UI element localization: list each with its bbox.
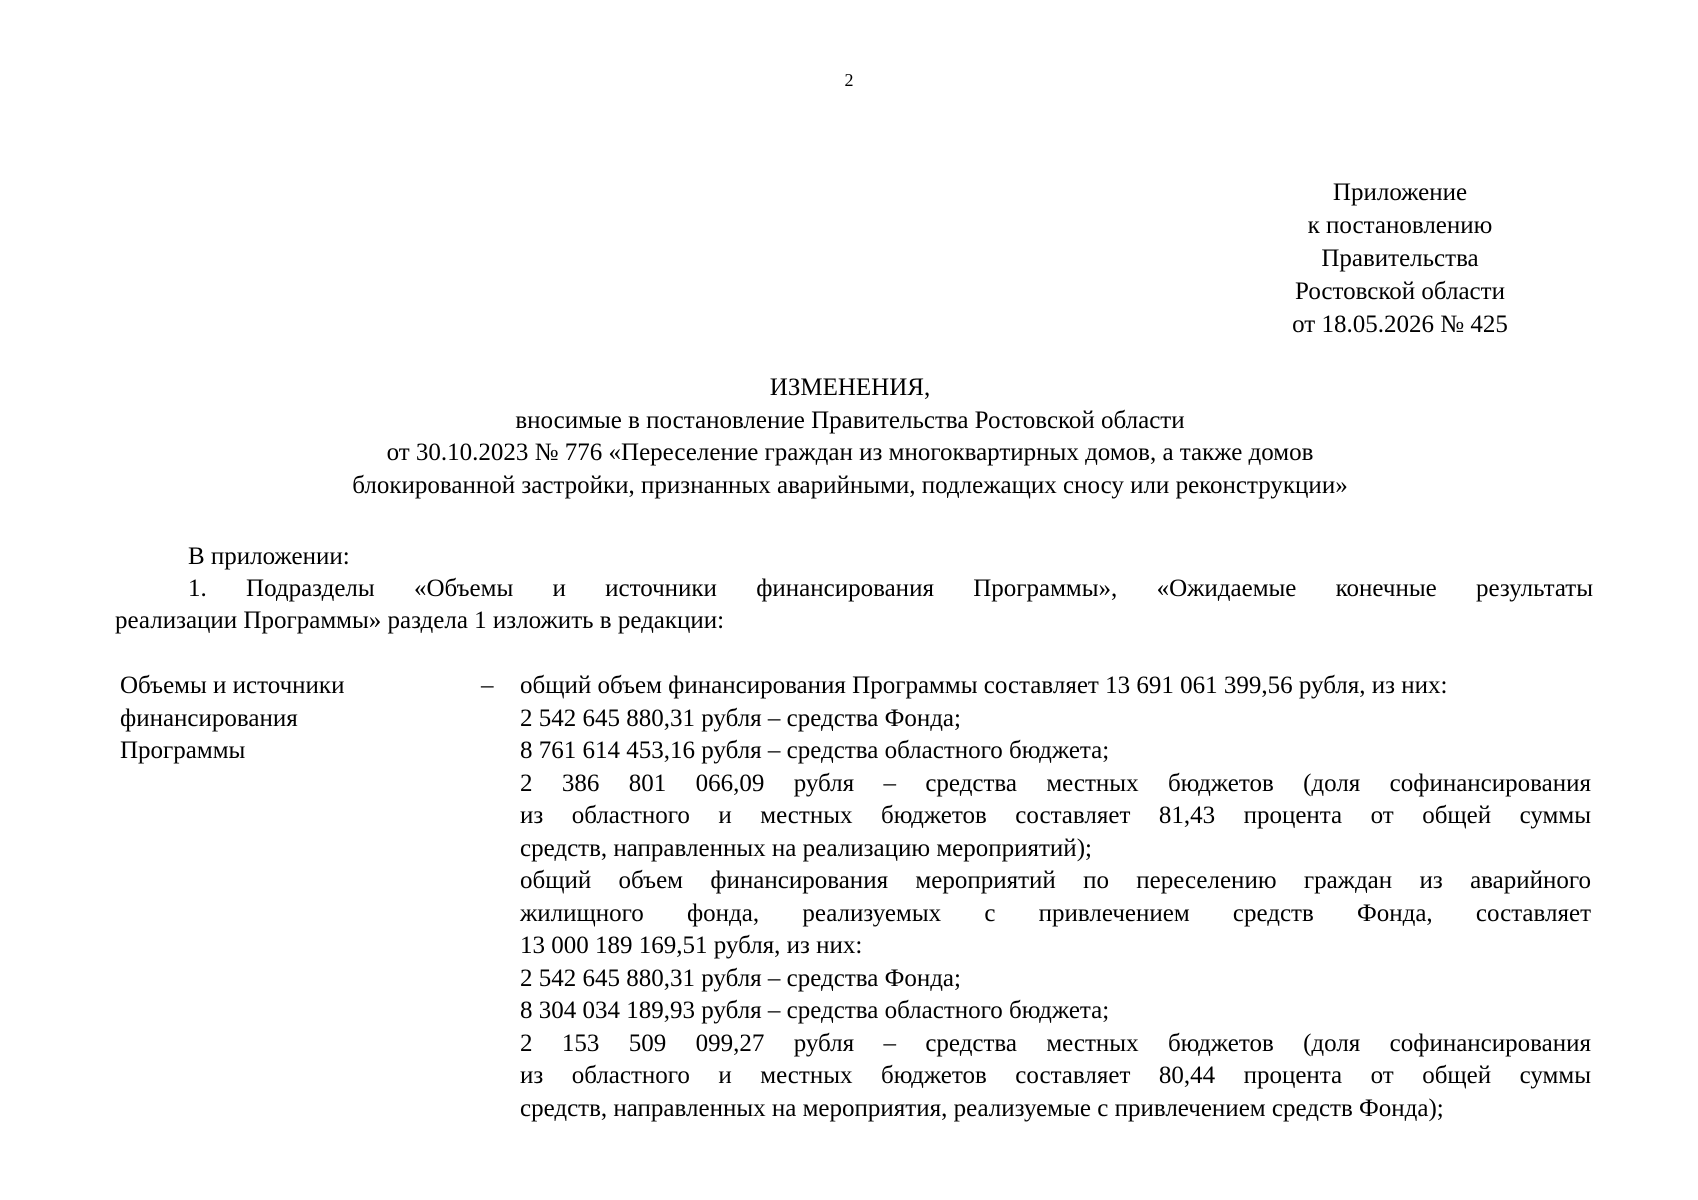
passport-body-line: 2 386 801 066,09 рубля – средства местных бюджетов (доля софинансирования <box>520 769 1591 797</box>
passport-body-line: 2 153 509 099,27 рубля – средства местных бюджетов (доля софинансирования <box>520 1029 1591 1057</box>
heading-title: ИЗМЕНЕНИЯ, <box>769 374 931 401</box>
page-number: 2 <box>844 70 854 90</box>
heading-line: от 30.10.2023 № 776 «Переселение граждан из многоквартирных домов, а также домов <box>386 439 1314 466</box>
appendix-line: Приложение <box>1332 179 1468 206</box>
intro-line: 1. Подразделы «Объемы и источники финансирования Программы», «Ожидаемые конечные результаты <box>188 575 1593 602</box>
passport-body-line: общий объем финансирования Программы составляет 13 691 061 399,56 рубля, из них: <box>520 672 1448 699</box>
passport-body-line: 2 542 645 880,31 рубля – средства Фонда; <box>520 964 961 992</box>
passport-body-line: 13 000 189 169,51 рубля, из них: <box>520 932 863 959</box>
passport-body-line: жилищного фонда, реализуемых с привлечением средств Фонда, составляет <box>520 899 1591 927</box>
passport-body <box>520 670 1591 1125</box>
intro-paragraph <box>115 541 1593 637</box>
passport-body-line: из областного и местных бюджетов составляет 80,44 процента от общей суммы <box>520 1062 1591 1089</box>
passport-label <box>120 670 460 768</box>
appendix-block <box>1240 176 1560 341</box>
appendix-line: Правительства <box>1321 245 1479 272</box>
passport-label-line: Объемы и источники <box>120 672 345 699</box>
passport-body-line: общий объем финансирования мероприятий по переселению граждан из аварийного <box>520 867 1591 894</box>
intro-line: В приложении: <box>188 543 350 570</box>
passport-body-line: из областного и местных бюджетов составляет 81,43 процента от общей суммы <box>520 802 1591 829</box>
heading-line: блокированной застройки, признанных аварийными, подлежащих сносу или реконструкции» <box>352 471 1348 499</box>
passport-label-line: Программы <box>120 737 246 764</box>
intro-line: реализации Программы» раздела 1 изложить в редакции: <box>115 607 725 634</box>
passport-body-line: 8 761 614 453,16 рубля – средства областного бюджета; <box>520 737 1110 764</box>
passport-body-line: средств, направленных на реализацию мероприятий); <box>520 834 1092 862</box>
passport-body-line: 2 542 645 880,31 рубля – средства Фонда; <box>520 704 961 732</box>
passport-body-line: средств, направленных на мероприятия, реализуемые с привлечением средств Фонда); <box>520 1094 1444 1122</box>
passport-dash: – <box>481 672 494 699</box>
appendix-line: к постановлению <box>1307 212 1493 239</box>
heading-line: вносимые в постановление Правительства Ростовской области <box>515 406 1185 434</box>
passport-label-line: финансирования <box>120 704 298 732</box>
appendix-line: Ростовской области <box>1295 278 1505 305</box>
passport-body-line: 8 304 034 189,93 рубля – средства областного бюджета; <box>520 997 1110 1024</box>
appendix-line: от 18.05.2026 № 425 <box>1292 311 1508 338</box>
document-heading <box>110 372 1590 502</box>
